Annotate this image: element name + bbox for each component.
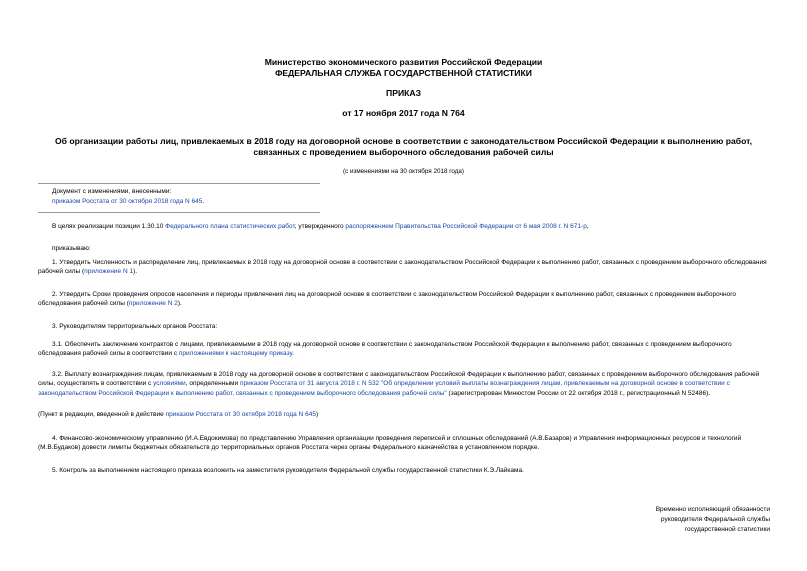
document-title-line-1: Об организации работы лиц, привлекаемых в 2018 году на договорной основе в соответствии с законодательством Российской Федерации к выполнению работ, bbox=[54, 136, 753, 146]
document-type: ПРИКАЗ bbox=[386, 88, 421, 98]
paragraph-4: 4. Финансово-экономическому управлению (И.А.Евдокимова) по представлению Управления организации проведения переписей и сплошных обследований (А.В.Базаров) и Управления информационных ресурсов и технологий (М.В.Будаков) довести лимиты бюджетных обязательств до территориальных органов Росстата через органы Федерального казначейства в установленном порядке. bbox=[38, 435, 742, 452]
amendment-box-top-rule bbox=[38, 183, 320, 184]
document-title-line-2: связанных с проведением выборочного обследования рабочей силы bbox=[253, 147, 554, 157]
paragraph-3-1-end: . bbox=[292, 350, 294, 358]
intro-text-middle: , утвержденного bbox=[294, 223, 346, 230]
service-name: ФЕДЕРАЛЬНАЯ СЛУЖБА ГОСУДАРСТВЕННОЙ СТАТИСТИКИ bbox=[275, 68, 532, 78]
ministry-name: Министерство экономического развития Российской Федерации bbox=[264, 57, 543, 67]
rosstat-order-532-link[interactable]: приказом Росстата от 31 августа 2018 г. N 532 "Об определении условий выплаты вознаграждения лицам, привлекаемым на договорной основе в соответствии с законодательством Российской Федерации к выполнению работ, связанных с проведением выборочного обследования рабочей силы" bbox=[38, 380, 730, 397]
paragraph-2-text: 2. Утвердить Сроки проведения опросов населения и периоды привлечения лиц на договорной основе в соответствии с законодательством Российской Федерации к выполнению работ, связанных с проведением выборочного обследования рабочей силы ( bbox=[38, 291, 737, 308]
paragraph-1-end: ). bbox=[133, 268, 138, 276]
amendment-box-period: . bbox=[202, 197, 205, 205]
amendment-note: (с изменениями на 30 октября 2018 года) bbox=[342, 168, 465, 175]
note-text-start: (Пункт в редакции, введенной в действие bbox=[38, 411, 166, 418]
document-date-number: от 17 ноября 2017 года N 764 bbox=[342, 108, 465, 118]
amendment-box-link-line bbox=[52, 197, 320, 207]
appendix-2-link[interactable]: приложение N 2 bbox=[128, 300, 178, 308]
paragraph-3-2-text-3: (зарегистрирован Минюстом России от 22 октября 2018 г., регистрационный N 52486). bbox=[446, 389, 711, 397]
paragraph-3-2-text-2: , определенными bbox=[185, 380, 240, 388]
rosstat-order-645-link[interactable]: приказом Росстата от 30 октября 2018 года N 645 bbox=[165, 411, 316, 418]
note-text-end: ) bbox=[315, 411, 319, 418]
conditions-link[interactable]: условиями bbox=[153, 380, 186, 388]
paragraph-3: 3. Руководителям территориальных органов Росстата: bbox=[52, 323, 218, 330]
paragraph-3-1-text: 3.1. Обеспечить заключение контрактов с лицами, привлекаемыми в 2018 году на договорной основе в соответствии с законодательством Российской Федерации к выполнению работ, связанных с проведением выборочного обследования рабочей силы в соответствии с bbox=[38, 341, 732, 358]
amendment-order-link[interactable]: приказом Росстата от 30 октября 2018 года N 645 bbox=[52, 197, 203, 205]
paragraph-3-2-text-1: 3.2. Выплату вознаграждения лицам, привлекаемым в 2018 году на договорной основе в соответствии с законодательством Российской Федерации к выполнению работ, связанных с проведением выборочного обследования рабочей силы, осуществлять в соответствии с bbox=[38, 371, 760, 388]
paragraph-2 bbox=[38, 290, 769, 309]
signature-block bbox=[570, 505, 770, 534]
order-word: приказываю: bbox=[52, 245, 91, 252]
appendix-1-link[interactable]: приложение N 1 bbox=[84, 268, 134, 276]
paragraph-3-2-note bbox=[38, 410, 769, 419]
intro-text-start: В целях реализации позиции 1.30.10 bbox=[52, 223, 166, 230]
intro-text-end: , bbox=[586, 223, 589, 230]
paragraph-1-text: 1. Утвердить Численность и распределение лиц, привлекаемых в 2018 году на договорной основе в соответствии с законодательством Российской Федерации к выполнению работ, связанных с проведением выборочного обследования рабочей силы ( bbox=[38, 259, 767, 276]
signature-line-1: Временно исполняющий обязанности bbox=[655, 506, 770, 513]
government-order-link[interactable]: распоряжением Правительства Российской Федерации от 6 мая 2008 г. N 671-р bbox=[345, 223, 587, 230]
amendment-box-caption: Документ с изменениями, внесенными: bbox=[52, 188, 172, 195]
paragraph-3-2 bbox=[38, 370, 769, 398]
paragraph-5: 5. Контроль за выполнением настоящего приказа возложить на заместителя руководителя Федеральной службы государственной статистики К.Э.Лайкама. bbox=[52, 467, 524, 474]
paragraph-3-1 bbox=[38, 340, 769, 359]
signature-line-3: государственной статистики bbox=[684, 525, 770, 533]
appendices-link[interactable]: приложениями к настоящему приказу bbox=[178, 350, 293, 358]
federal-plan-link[interactable]: Федерального плана статистических работ bbox=[165, 223, 295, 230]
paragraph-1 bbox=[38, 258, 769, 277]
amendment-box-bottom-rule bbox=[38, 212, 320, 213]
signature-line-2: руководителя Федеральной службы bbox=[660, 515, 770, 523]
intro-paragraph bbox=[38, 222, 769, 231]
amendment-box bbox=[52, 187, 320, 207]
paragraph-2-end: ). bbox=[177, 300, 182, 308]
